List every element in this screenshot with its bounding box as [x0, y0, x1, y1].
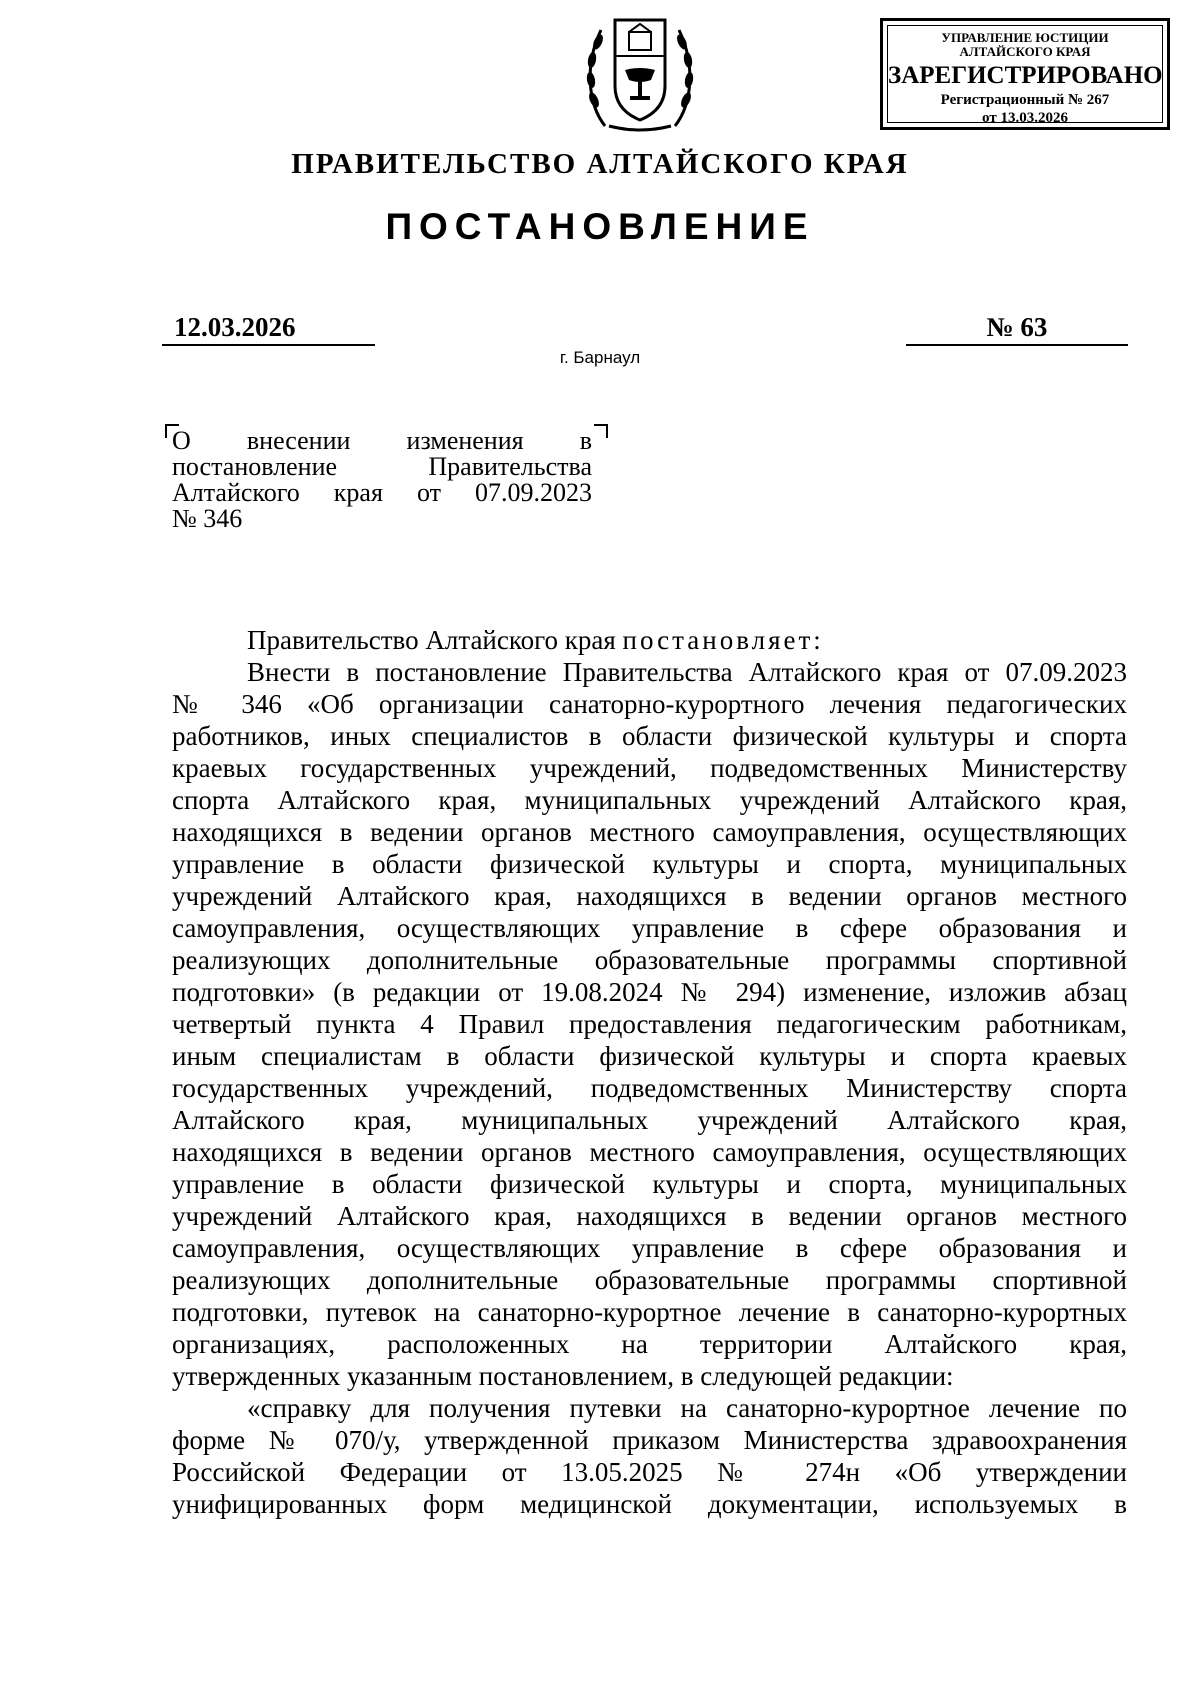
stamp-authority-line2: АЛТАЙСКОГО КРАЯ: [959, 44, 1091, 59]
document-subject: [172, 428, 592, 532]
body-line: подготовки, путевок на санаторно-курортное лечение в санаторно-курортных: [172, 1297, 1127, 1327]
subject-bracket-right: [594, 424, 608, 438]
number-underline: [906, 344, 1128, 346]
stamp-status: ЗАРЕГИСТРИРОВАНО: [888, 62, 1163, 89]
document-city: г. Барнаул: [559, 348, 641, 367]
body-line: самоуправления, осуществляющих управление в сфере образования и: [172, 1233, 1127, 1263]
body-line: форме № 070/у, утвержденной приказом Министерства здравоохранения: [172, 1425, 1127, 1455]
body-line: № 346 «Об организации санаторно-курортного лечения педагогических: [172, 689, 1127, 719]
intro-prefix: Правительство Алтайского края: [247, 625, 623, 655]
body-line: организациях, расположенных на территории Алтайского края,: [172, 1329, 1127, 1359]
body-line: Российской Федерации от 13.05.2025 № 274н «Об утверждении: [172, 1457, 1127, 1487]
body-line: краевых государственных учреждений, подведомственных Министерству: [172, 753, 1127, 783]
subject-line: № 346: [172, 504, 243, 533]
government-title: ПРАВИТЕЛЬСТВО АЛТАЙСКОГО КРАЯ: [291, 148, 909, 180]
document-date: 12.03.2026: [174, 312, 296, 342]
document-date-block: [162, 312, 375, 346]
document-body: [172, 624, 1127, 1520]
date-underline: [162, 344, 375, 346]
body-line: подготовки» (в редакции от 19.08.2024 № 294) изменение, изложив абзац: [172, 977, 1127, 1007]
body-line: учреждений Алтайского края, находящихся в ведении органов местного: [172, 881, 1127, 911]
altai-coat-of-arms-icon: [585, 8, 695, 136]
body-intro: [172, 624, 1127, 656]
body-line: спорта Алтайского края, муниципальных учреждений Алтайского края,: [172, 785, 1127, 815]
body-line: находящихся в ведении органов местного самоуправления, осуществляющих: [172, 1137, 1127, 1167]
body-line: Внести в постановление Правительства Алтайского края от 07.09.2023: [247, 657, 1127, 687]
body-line: «справку для получения путевки на санаторно-курортное лечение по: [247, 1393, 1127, 1423]
body-line: государственных учреждений, подведомственных Министерству спорта: [172, 1073, 1127, 1103]
body-line: иным специалистам в области физической культуры и спорта краевых: [172, 1041, 1127, 1071]
body-line: реализующих дополнительные образовательные программы спортивной: [172, 1265, 1127, 1295]
body-line: работников, иных специалистов в области физической культуры и спорта: [172, 721, 1127, 751]
body-line: Алтайского края, муниципальных учреждений Алтайского края,: [172, 1105, 1127, 1135]
stamp-authority-line1: УПРАВЛЕНИЕ ЮСТИЦИИ: [941, 30, 1109, 45]
stamp-reg-number: Регистрационный № 267: [940, 92, 1110, 108]
document-type-title: ПОСТАНОВЛЕНИЕ: [385, 206, 815, 247]
body-line: унифицированных форм медицинской документации, используемых в: [172, 1489, 1127, 1519]
document-number: № 63: [986, 312, 1048, 342]
intro-resolves: постановляет:: [622, 625, 824, 655]
registration-stamp: [880, 18, 1170, 130]
subject-line: Алтайского края от 07.09.2023: [172, 478, 592, 507]
subject-line: постановление Правительства: [172, 452, 592, 481]
body-line: управление в области физической культуры и спорта, муниципальных: [172, 1169, 1127, 1199]
body-line: самоуправления, осуществляющих управление в сфере образования и: [172, 913, 1127, 943]
body-line: реализующих дополнительные образовательные программы спортивной: [172, 945, 1127, 975]
body-line: четвертый пункта 4 Правил предоставления педагогическим работникам,: [172, 1009, 1127, 1039]
body-line: находящихся в ведении органов местного самоуправления, осуществляющих: [172, 817, 1127, 847]
body-line: утвержденных указанным постановлением, в следующей редакции:: [172, 1361, 954, 1391]
document-number-block: [906, 312, 1128, 346]
subject-line: О внесении изменения в: [172, 426, 592, 455]
body-line: учреждений Алтайского края, находящихся в ведении органов местного: [172, 1201, 1127, 1231]
body-line: управление в области физической культуры и спорта, муниципальных: [172, 849, 1127, 879]
stamp-reg-date: от 13.03.2026: [982, 110, 1068, 126]
